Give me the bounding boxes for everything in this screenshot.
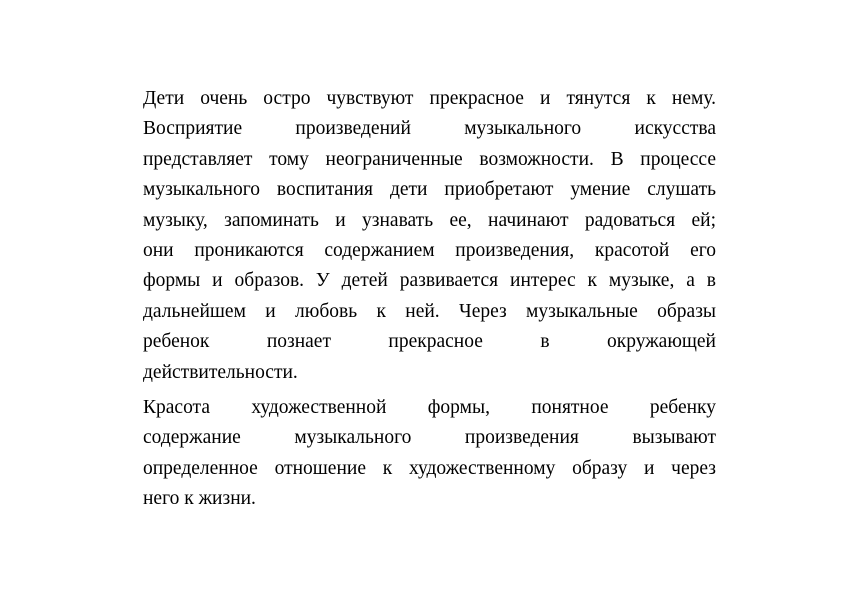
paragraph-line: представляет тому неограниченные возможности. В процессе	[143, 148, 716, 170]
paragraph-line: Дети очень остро чувствуют прекрасное и тянутся к нему.	[143, 88, 716, 109]
paragraph-line: музыку, запоминать и узнавать ее, начинают радоваться ей;	[143, 209, 716, 231]
paragraph-line: определенное отношение к художественному образу и через	[143, 457, 716, 479]
paragraph-line: Восприятие произведений музыкального искусства	[143, 118, 716, 140]
paragraph-line: Красота художественной формы, понятное ребенку	[143, 397, 716, 419]
paragraph-line: формы и образов. У детей развивается интерес к музыке, а в	[143, 270, 716, 292]
paragraph-line: действительности.	[143, 361, 298, 383]
paragraph-line: него к жизни.	[143, 488, 256, 510]
paragraph-line: содержание музыкального произведения вызывают	[143, 427, 716, 449]
paragraph-line: ребенок познает прекрасное в окружающей	[143, 331, 716, 353]
paragraph-1	[143, 84, 716, 388]
paragraph-line: они проникаются содержанием произведения, красотой его	[143, 240, 716, 262]
document-body	[143, 84, 716, 515]
paragraph-line: музыкального воспитания дети приобретают умение слушать	[143, 179, 716, 201]
paragraph-2	[143, 393, 716, 515]
paragraph-line: дальнейшем и любовь к ней. Через музыкальные образы	[143, 300, 716, 322]
